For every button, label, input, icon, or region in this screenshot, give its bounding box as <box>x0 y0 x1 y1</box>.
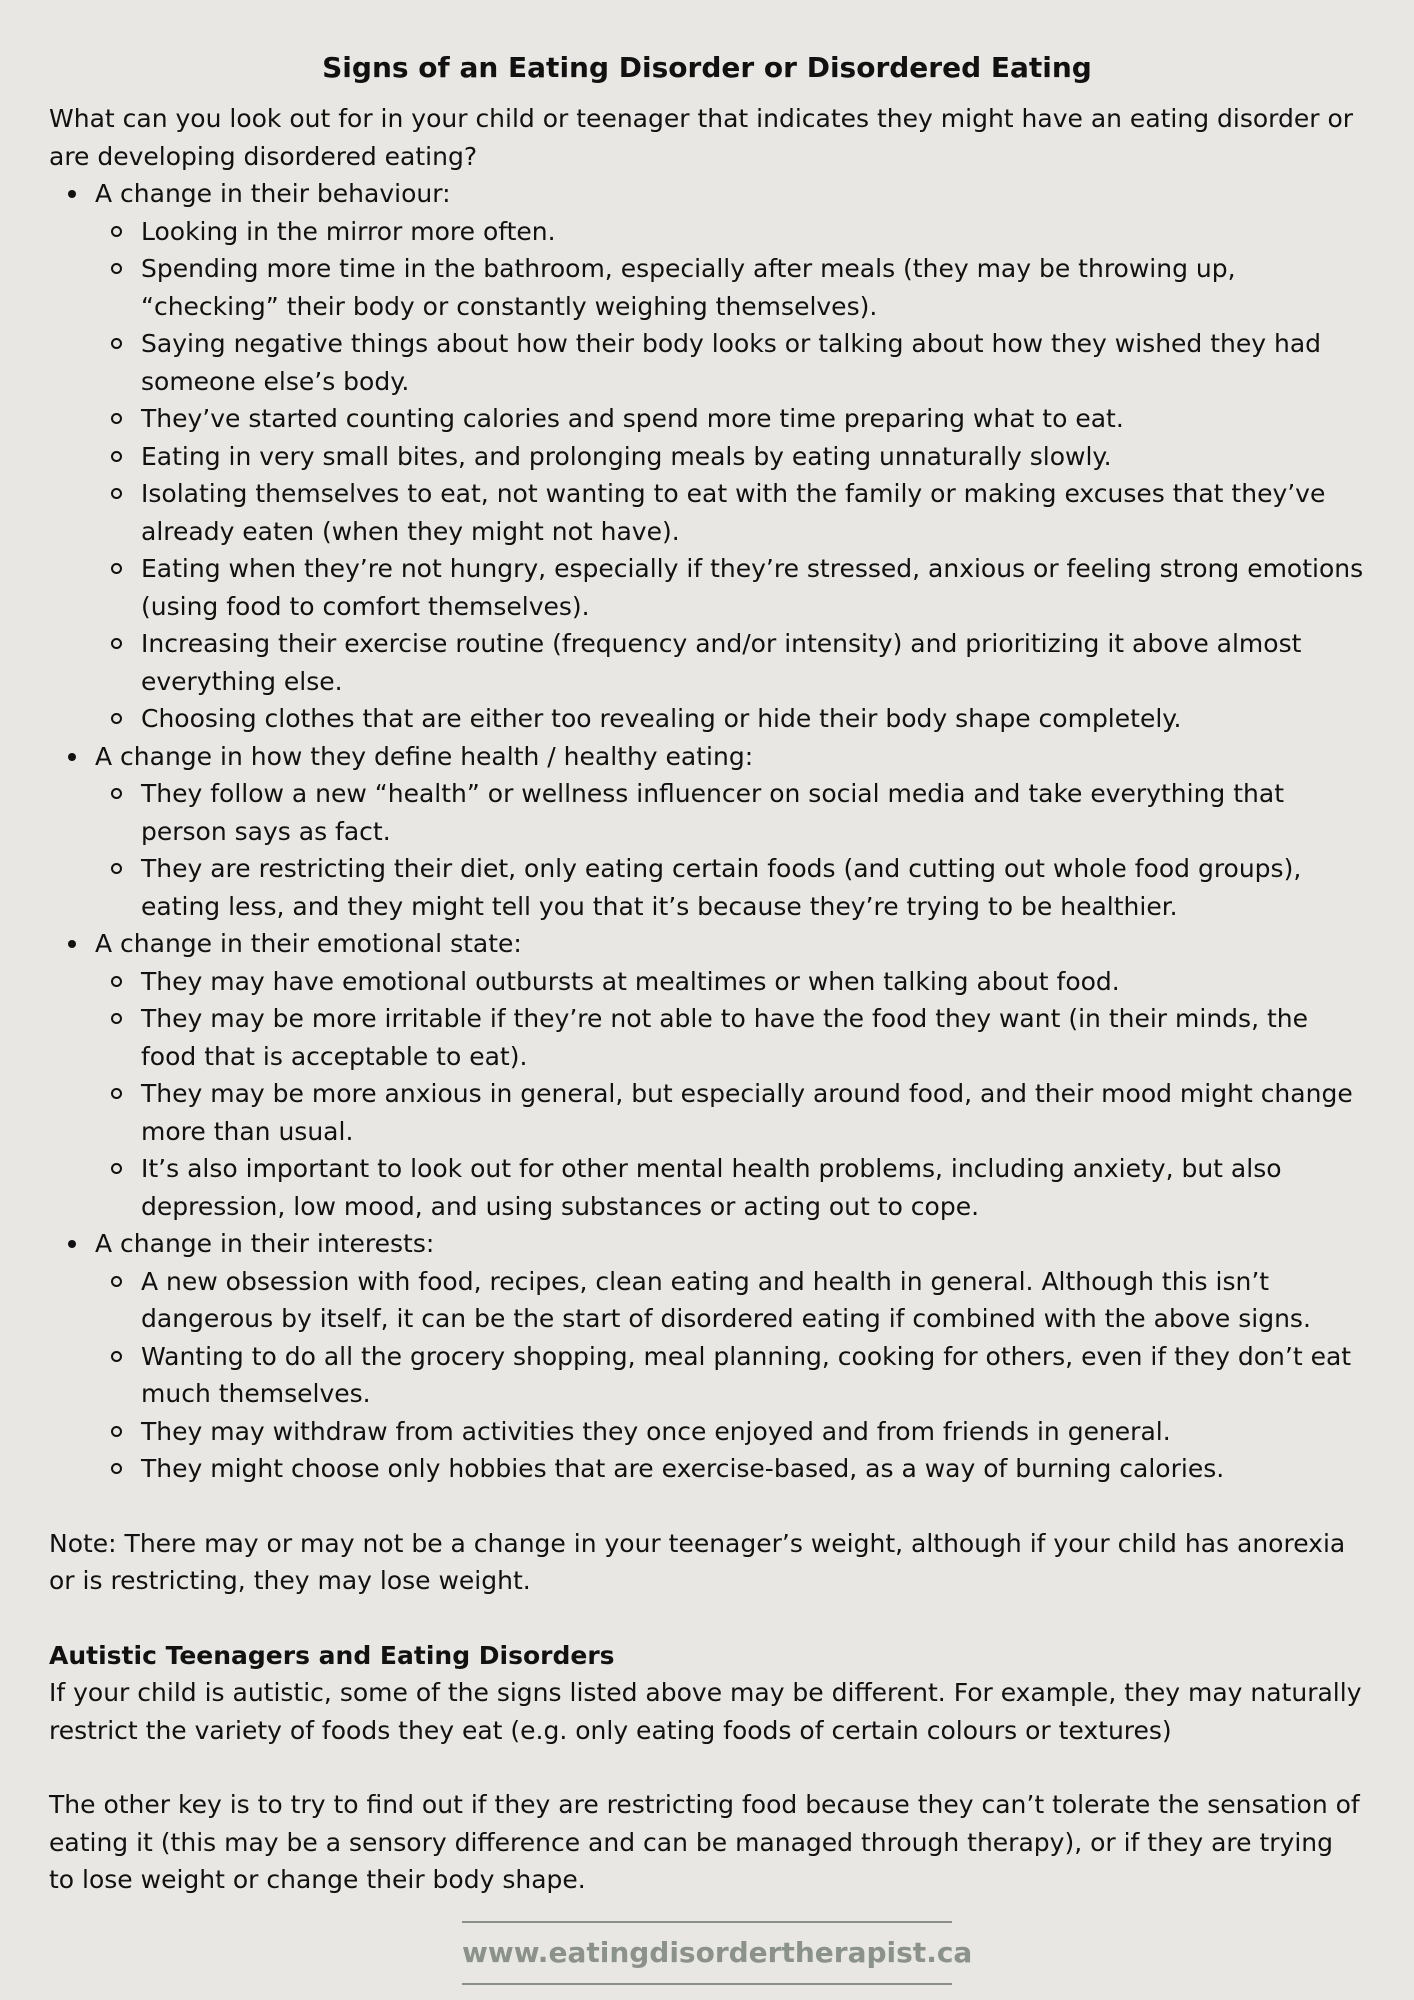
list-item: Eating in very small bites, and prolonging meals by eating unnaturally slowly. <box>95 438 1365 476</box>
autistic-paragraph: If your child is autistic, some of the signs listed above may be different. For example, they may naturally restrict the variety of foods they eat (e.g. only eating foods of certain colours or textures) <box>49 1678 1362 1745</box>
document-page <box>49 48 1365 1899</box>
list-item: A new obsession with food, recipes, clean eating and health in general. Although this isn’t dangerous by itself, it can be the start of disordered eating if combined with the above signs. <box>95 1263 1365 1338</box>
list-item: They’ve started counting calories and spend more time preparing what to eat. <box>95 400 1365 438</box>
bullet-circle-icon <box>111 1088 122 1099</box>
bullet-circle-icon <box>111 338 122 349</box>
bullet-circle-icon <box>111 713 122 724</box>
list-item: They follow a new “health” or wellness influencer on social media and take everything that person says as fact. <box>95 775 1365 850</box>
list-item: It’s also important to look out for other mental health problems, including anxiety, but also depression, low mood, and using substances or acting out to cope. <box>95 1150 1365 1225</box>
bullet-circle-icon <box>111 1163 122 1174</box>
list-item: They are restricting their diet, only eating certain foods (and cutting out whole food groups), eating less, and they might tell you that it’s because they’re trying to be healthier. <box>95 850 1365 925</box>
bullet-circle-icon <box>111 1426 122 1437</box>
bullet-dot-icon <box>68 940 76 948</box>
list-item: Saying negative things about how their body looks or talking about how they wished they had someone else’s body. <box>95 325 1365 400</box>
list-item: Wanting to do all the grocery shopping, meal planning, cooking for others, even if they don’t eat much themselves. <box>95 1338 1365 1413</box>
signs-list <box>49 175 1365 1488</box>
list-item: They may withdraw from activities they once enjoyed and from friends in general. <box>95 1413 1365 1451</box>
list-item: Spending more time in the bathroom, especially after meals (they may be throwing up, “checking” their body or constantly weighing themselves). <box>95 250 1365 325</box>
bullet-circle-icon <box>111 976 122 987</box>
list-item: Choosing clothes that are either too revealing or hide their body shape completely. <box>95 700 1365 738</box>
bullet-circle-icon <box>111 788 122 799</box>
bullet-circle-icon <box>111 413 122 424</box>
list-item: They might choose only hobbies that are exercise-based, as a way of burning calories. <box>95 1450 1365 1488</box>
bullet-circle-icon <box>111 1013 122 1024</box>
spacer <box>49 1749 1365 1786</box>
page-title: Signs of an Eating Disorder or Disordered Eating <box>322 51 1092 84</box>
sub-list <box>95 963 1365 1226</box>
bullet-circle-icon <box>111 1351 122 1362</box>
bullet-circle-icon <box>111 1463 122 1474</box>
sub-list <box>95 1263 1365 1488</box>
section-emotional-state <box>49 925 1365 1225</box>
autistic-section-heading: Autistic Teenagers and Eating Disorders <box>49 1640 615 1670</box>
weight-note: Note: There may or may not be a change in your teenager’s weight, although if your child has anorexia or is restricting, they may lose weight. <box>49 1528 1346 1595</box>
bullet-circle-icon <box>111 451 122 462</box>
bullet-circle-icon <box>111 488 122 499</box>
list-item: Increasing their exercise routine (frequency and/or intensity) and prioritizing it above almost everything else. <box>95 625 1365 700</box>
sub-list <box>95 213 1365 738</box>
section-heading: A change in their interests: <box>95 1229 435 1258</box>
section-heading: A change in how they define health / healthy eating: <box>95 741 754 771</box>
bullet-dot-icon <box>68 753 76 761</box>
bullet-circle-icon <box>111 263 122 274</box>
intro-paragraph: What can you look out for in your child or teenager that indicates they might have an eating disorder or are developing disordered eating? <box>49 104 1354 171</box>
sub-list <box>95 775 1365 925</box>
bullet-circle-icon <box>111 563 122 574</box>
list-item: Eating when they’re not hungry, especially if they’re stressed, anxious or feeling strong emotions (using food to comfort themselves). <box>95 550 1365 625</box>
bullet-dot-icon <box>68 190 76 198</box>
spacer <box>49 1488 1365 1525</box>
list-item: They may be more anxious in general, but especially around food, and their mood might change more than usual. <box>95 1075 1365 1150</box>
closing-paragraph: The other key is to try to find out if they are restricting food because they can’t tolerate the sensation of eating it (this may be a sensory difference and can be managed through therapy), or if they are trying to lose weight or change their body shape. <box>49 1790 1360 1894</box>
section-heading: A change in their emotional state: <box>95 929 522 958</box>
list-item: They may have emotional outbursts at mealtimes or when talking about food. <box>95 963 1365 1001</box>
list-item: They may be more irritable if they’re not able to have the food they want (in their minds, the food that is acceptable to eat). <box>95 1000 1365 1075</box>
section-health-definition <box>49 738 1365 926</box>
section-interests <box>49 1225 1365 1488</box>
section-heading: A change in their behaviour: <box>95 179 451 208</box>
bullet-circle-icon <box>111 638 122 649</box>
bullet-dot-icon <box>68 1240 76 1248</box>
section-behaviour <box>49 175 1365 738</box>
spacer <box>49 1600 1365 1637</box>
bullet-circle-icon <box>111 226 122 237</box>
bullet-circle-icon <box>111 863 122 874</box>
bullet-circle-icon <box>111 1276 122 1287</box>
list-item: Looking in the mirror more often. <box>95 213 1365 251</box>
list-item: Isolating themselves to eat, not wanting to eat with the family or making excuses that they’ve already eaten (when they might not have). <box>95 475 1365 550</box>
footer-website-url: www.eatingdisordertherapist.ca <box>462 1921 952 1985</box>
